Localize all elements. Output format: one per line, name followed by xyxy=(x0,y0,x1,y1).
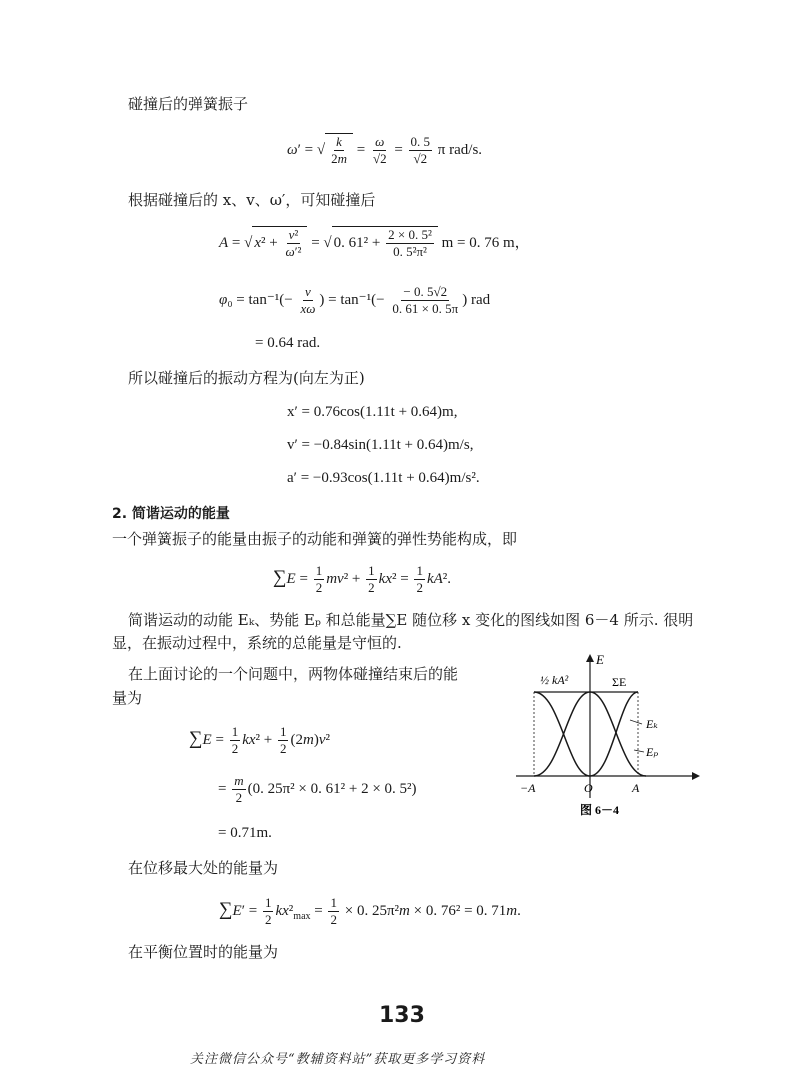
equation-velocity: v′ = −0.84sin(1.11t + 0.64)m/s, xyxy=(287,437,474,453)
equation-phase: φ₀ = tan⁻¹(− $\frac{v}{x\omega}$ ) = tan⁻¹(− $\frac{- 0. 5√2}{0. 61 \times 0. 5\pi}$ ) rad xyxy=(219,284,491,316)
equation-energy: ∑E = $\frac{1}{2}$ mv² + $\frac{1}{2}$ kx² = $\frac{1}{2}$ kA². xyxy=(273,563,452,595)
text-line-5b: 显，在振动过程中，系统的总能量是守恒的. xyxy=(112,634,402,652)
y-axis-arrow xyxy=(586,654,594,662)
equation-displacement: x′ = 0.76cos(1.11t + 0.64)m, xyxy=(287,404,458,420)
top-energy-label: ½ kA² xyxy=(540,673,569,687)
equation-energy-2b: = $\frac{m}{2}$ (0. 25π² × 0. 61² + 2 × 0. 5²) xyxy=(218,773,417,805)
text-line-6a: 在上面讨论的一个问题中，两物体碰撞结束后的能 xyxy=(128,665,459,683)
energy-figure xyxy=(510,648,710,828)
tick-a: A xyxy=(632,781,640,795)
equation-energy-3: ∑E′ = $\frac{1}{2}$ $kx^2_{max}$ = $\frac{1}{2}$ × 0. 25π²m × 0. 76² = 0. 71m. xyxy=(219,895,521,927)
figure-caption: 图 6－4 xyxy=(580,803,620,817)
total-energy-label: ΣE xyxy=(612,675,627,689)
equation-energy-2c: = 0.71m. xyxy=(218,825,272,841)
text-line-4: 一个弹簧振子的能量由振子的动能和弹簧的弹性势能构成，即 xyxy=(112,530,518,548)
page-number: 133 xyxy=(379,1003,425,1028)
equation-omega: ω′ = √ $\frac{k}{2m}$ = $\frac{\omega}{√2}$ = $\frac{0. 5}{√2}$ π rad/s. xyxy=(287,134,483,166)
text-line-6b: 量为 xyxy=(112,689,143,707)
text-line-3: 所以碰撞后的振动方程为(向左为正) xyxy=(128,369,365,387)
footer-watermark: 关注微信公众号“教辅资料站”获取更多学习资料 xyxy=(190,1052,486,1067)
tick-neg-a: −A xyxy=(520,781,536,795)
potential-label: Eₚ xyxy=(646,745,659,759)
equation-acceleration: a′ = −0.93cos(1.11t + 0.64)m/s². xyxy=(287,470,480,486)
equation-energy-2: ∑E = $\frac{1}{2}$ kx² + $\frac{1}{2}$ (2m)v² xyxy=(189,724,330,756)
section-heading: 2. 简谐运动的能量 xyxy=(112,506,230,522)
axis-e-label: E xyxy=(596,652,604,667)
kinetic-label: Eₖ xyxy=(646,717,658,731)
text-line-5a: 简谐运动的动能 Eₖ、势能 Eₚ 和总能量∑E 随位移 x 变化的图线如图 6－4 所示. 很明 xyxy=(128,611,694,629)
tick-origin: O xyxy=(584,781,593,795)
text-line-1: 碰撞后的弹簧振子 xyxy=(128,95,249,113)
text-line-7: 在位移最大处的能量为 xyxy=(128,859,279,877)
text-line-8: 在平衡位置时的能量为 xyxy=(128,943,279,961)
text-line-2: 根据碰撞后的 x、v、ω′，可知碰撞后 xyxy=(128,191,376,209)
equation-amplitude: A = √ x² + $\frac{\text{v²}}{\text{ω′²}}$ = √ 0. 61² + $\frac{\text{2 × 0. 5²}}{\text{0. 5²π²}}$ m = 0. 76 m， xyxy=(219,227,530,259)
equation-phase-result: = 0.64 rad. xyxy=(255,335,321,351)
x-axis-arrow xyxy=(692,772,700,780)
